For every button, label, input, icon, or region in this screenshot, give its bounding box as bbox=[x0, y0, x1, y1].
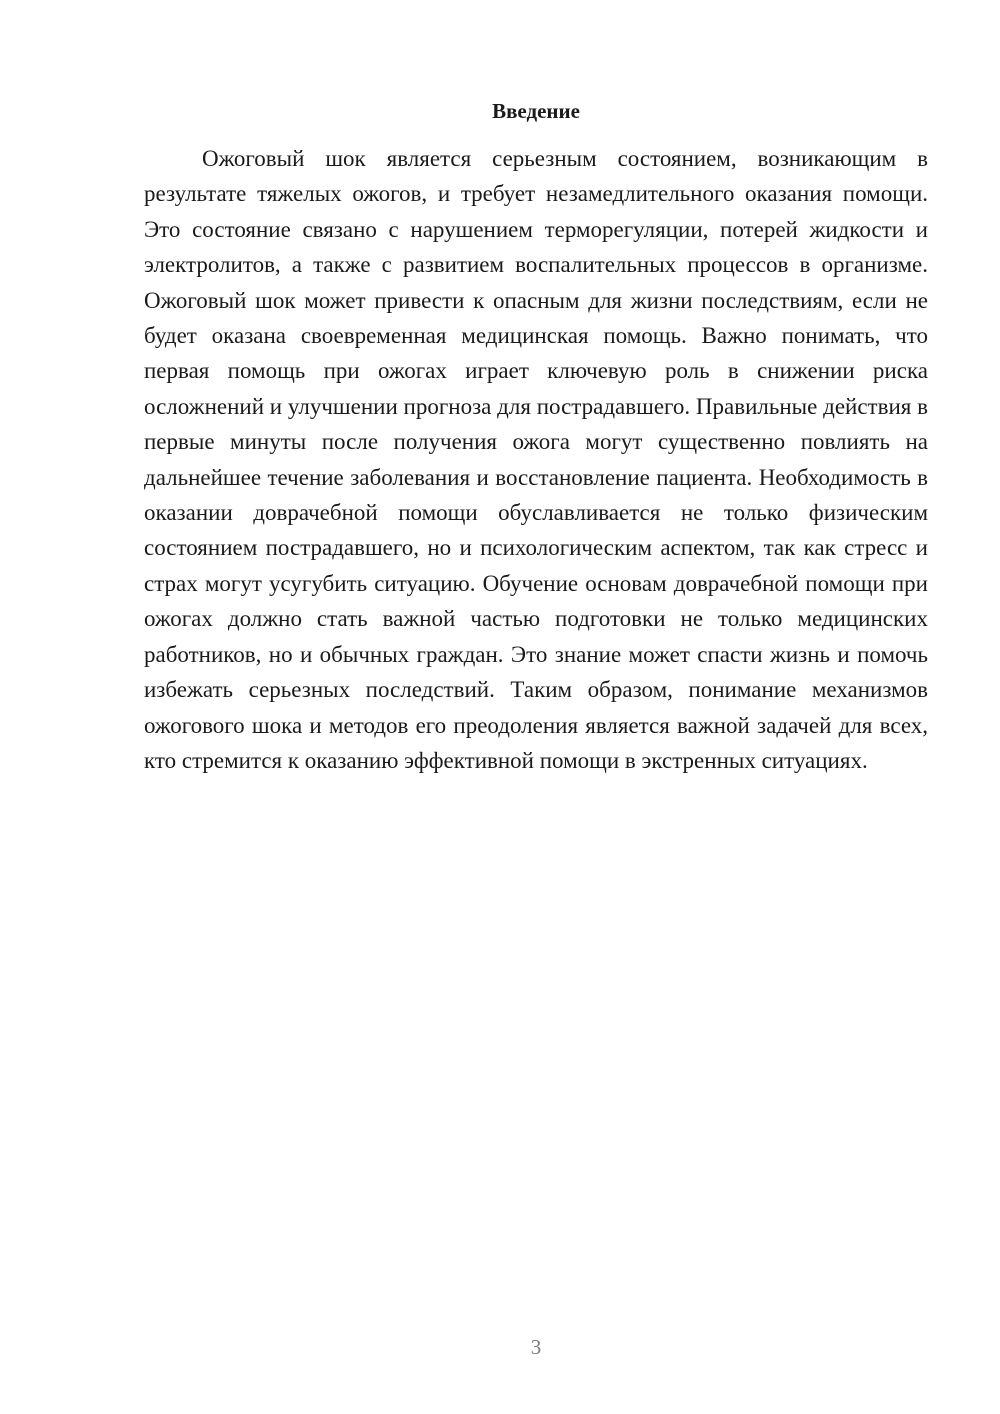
section-title: Введение bbox=[492, 99, 580, 123]
body-paragraph: Ожоговый шок является серьезным состоянием, возникающим в результате тяжелых ожогов, и требует незамедлительного оказания помощи. Это состояние связано с нарушением терморегуляции, потерей жидкости и электролитов, а также с развитием воспалительных процессов в организме. Ожоговый шок может привести к опасным для жизни последствиям, если не будет оказана своевременная медицинская помощь. Важно понимать, что первая помощь при ожогах играет ключевую роль в снижении риска осложнений и улучшении прогноза для пострадавшего. Правильные действия в первые минуты после получения ожога могут существенно повлиять на дальнейшее течение заболевания и восстановление пациента. Необходимость в оказании доврачебной помощи обуславливается не только физическим состоянием пострадавшего, но и психологическим аспектом, так как стресс и страх могут усугубить ситуацию. Обучение основам доврачебной помощи при ожогах должно стать важной частью подготовки не только медицинских работников, но и обычных граждан. Это знание может спасти жизнь и помочь избежать серьезных последствий. Таким образом, понимание механизмов ожогового шока и методов его преодоления является важной задачей для всех, кто стремится к оказанию эффективной помощи в экстренных ситуациях. bbox=[144, 146, 928, 773]
page-number: 3 bbox=[530, 1335, 542, 1359]
